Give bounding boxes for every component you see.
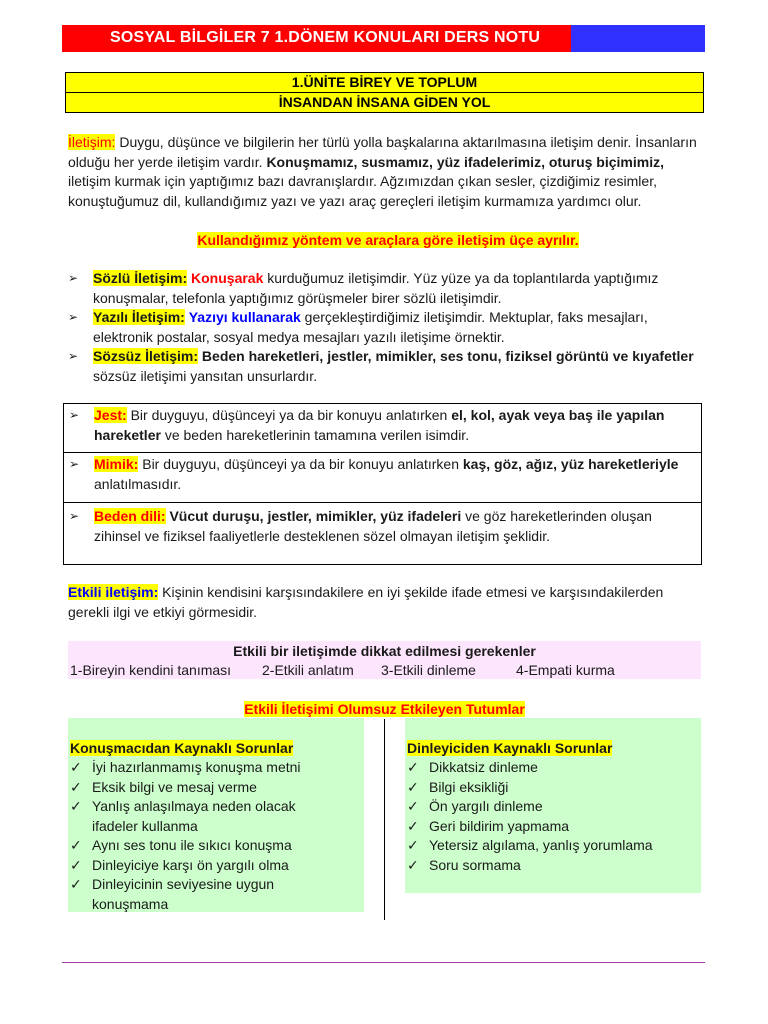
list-item bbox=[405, 856, 697, 876]
list-item bbox=[68, 836, 358, 856]
list-item-text: Dikkatsiz dinleme bbox=[429, 759, 538, 775]
speaker-problems-box bbox=[68, 718, 364, 912]
type-term: Sözsüz İletişim: bbox=[93, 348, 199, 364]
column-divider bbox=[384, 719, 385, 920]
attention-box bbox=[68, 641, 701, 679]
list-item-text: Bilgi eksikliği bbox=[429, 778, 509, 795]
list-item-text: Ön yargılı dinleme bbox=[429, 798, 543, 814]
type-term: Yazılı İletişim: bbox=[93, 309, 185, 325]
divider bbox=[64, 502, 701, 503]
speaker-heading: Konuşmacıdan Kaynaklı Sorunlar bbox=[70, 740, 294, 756]
list-item bbox=[405, 758, 697, 778]
def-text: ve beden hareketlerinin tamamına verilen isimdir. bbox=[160, 426, 470, 443]
divider bbox=[64, 452, 701, 453]
arrow-bullet-icon: ➢ bbox=[68, 349, 79, 363]
check-icon: ✓ bbox=[70, 798, 82, 814]
intro-highlight-line bbox=[68, 231, 708, 251]
listener-heading-wrap bbox=[407, 739, 612, 758]
list-item-text: Geri bildirim yapmama bbox=[429, 817, 570, 834]
arrow-bullet-icon: ➢ bbox=[68, 310, 79, 324]
list-item-text: Dinleyicinin seviyesine uygun konuşmama bbox=[92, 876, 275, 912]
intro-text-2: iletişim kurmak için yaptığımız bazı davranışlardır. Ağzımızdan çıkan sesler, çizdiğimiz resimler, konuştuğumuz dil, kullandığımız yazı ve yazı araç gereçleri iletişim kurmamıza yardımcı olur. bbox=[68, 173, 657, 209]
check-icon: ✓ bbox=[70, 759, 82, 775]
list-item-text: Yetersiz algılama, yanlış yorumlama bbox=[429, 837, 653, 853]
definitions-box bbox=[63, 403, 702, 565]
check-icon: ✓ bbox=[407, 817, 419, 834]
list-item-text: Soru sormama bbox=[429, 856, 521, 873]
list-item-text: Dinleyiciye karşı ön yargılı olma bbox=[92, 856, 289, 873]
check-icon: ✓ bbox=[70, 876, 82, 892]
arrow-bullet-icon: ➢ bbox=[69, 408, 80, 422]
intro-text-1: Duygu, düşünce ve bilgilerin her türlü yolla başkalarına aktarılmasına iletişim denir. İnsanların olduğu her yerde iletişim vardır. bbox=[68, 134, 697, 170]
list-item-text: İyi hazırlanmamış konuşma metni bbox=[92, 759, 301, 775]
def-term: Jest: bbox=[94, 407, 127, 423]
check-icon: ✓ bbox=[407, 856, 419, 873]
def-term: Mimik: bbox=[94, 456, 139, 472]
intro-term: İletişim: bbox=[68, 134, 116, 150]
listener-problems-box bbox=[405, 718, 701, 893]
attention-item: 1-Bireyin kendini tanıması bbox=[70, 662, 232, 678]
type-text: gerçekleştirdiğimiz iletişimdir. Mektuplar, faks mesajları, elektronik postalar, sosyal medya mesajları yazılı iletişime örnektir. bbox=[93, 309, 648, 345]
list-item bbox=[68, 758, 358, 778]
attention-heading: Etkili bir iletişimde dikkat edilmesi gerekenler bbox=[233, 643, 536, 659]
check-icon: ✓ bbox=[407, 759, 419, 775]
def-text: ve göz hareketlerinden oluşan zihinsel ve fiziksel faaliyetlerle desteklenen sözel olmayan iletişim şeklidir. bbox=[94, 508, 652, 544]
arrow-bullet-icon: ➢ bbox=[69, 457, 80, 471]
arrow-bullet-icon: ➢ bbox=[69, 509, 80, 523]
def-text: anlatılmasıdır. bbox=[94, 475, 182, 492]
list-item bbox=[68, 856, 358, 876]
def-bold: el, kol, ayak veya baş ile yapılan hareketler bbox=[94, 407, 665, 443]
check-icon: ✓ bbox=[407, 778, 419, 795]
unit-subtitle: İNSANDAN İNSANA GİDEN YOL bbox=[66, 92, 703, 112]
def-item-body-language bbox=[69, 507, 689, 546]
attention-item: 2-Etkili anlatım bbox=[262, 662, 354, 678]
page-title: SOSYAL BİLGİLER 7 1.DÖNEM KONULARI DERS NOTU bbox=[110, 29, 541, 46]
check-icon: ✓ bbox=[70, 837, 82, 853]
check-icon: ✓ bbox=[407, 837, 419, 853]
def-item-mimic bbox=[69, 455, 689, 494]
title-bar-accent bbox=[571, 25, 705, 52]
arrow-bullet-icon: ➢ bbox=[68, 271, 79, 285]
list-item-text: Yanlış anlaşılmaya neden olacak ifadeler kullanma bbox=[92, 798, 296, 834]
check-icon: ✓ bbox=[70, 856, 82, 873]
negative-heading: Etkili İletişimi Olumsuz Etkileyen Tutumlar bbox=[244, 701, 525, 717]
type-key: Konuşarak bbox=[191, 270, 264, 286]
type-bold: Beden hareketleri, jestler, mimikler, ses tonu, fiziksel görüntü ve kıyafetler bbox=[198, 348, 694, 364]
check-icon: ✓ bbox=[70, 778, 82, 795]
negative-heading-line bbox=[68, 700, 701, 719]
intro-highlight: Kullandığımız yöntem ve araçlara göre iletişim üçe ayrılır. bbox=[197, 232, 579, 248]
list-item-text: Aynı ses tonu ile sıkıcı konuşma bbox=[92, 837, 292, 853]
speaker-list bbox=[68, 758, 358, 914]
footer-divider bbox=[62, 962, 705, 963]
listener-list bbox=[405, 758, 697, 875]
type-item-nonverbal bbox=[68, 347, 700, 386]
type-key: Yazıyı kullanarak bbox=[188, 309, 301, 325]
intro-bold: Konuşmamız, susmamız, yüz ifadelerimiz, oturuş biçimimiz, bbox=[266, 153, 664, 170]
list-item bbox=[68, 875, 332, 914]
list-item bbox=[405, 797, 697, 817]
effective-term: Etkili iletişim: bbox=[68, 584, 159, 600]
list-item bbox=[68, 797, 322, 836]
def-term: Beden dili: bbox=[94, 508, 166, 524]
intro-paragraph bbox=[68, 133, 704, 211]
attention-item: 3-Etkili dinleme bbox=[381, 662, 476, 678]
type-text: sözsüz iletişimi yansıtan unsurlardır. bbox=[93, 367, 318, 384]
unit-title: 1.ÜNİTE BİREY VE TOPLUM bbox=[66, 73, 703, 92]
type-text: kurduğumuz iletişimdir. Yüz yüze ya da toplantılarda yaptığımız konuşmalar, telefonla yaptığımız görüşmeler birer sözlü iletişimdir. bbox=[93, 270, 659, 306]
title-bar bbox=[62, 25, 705, 52]
check-icon: ✓ bbox=[407, 798, 419, 814]
def-bold: Vücut duruşu, jestler, mimikler, yüz ifadeleri bbox=[169, 508, 462, 524]
list-item bbox=[405, 836, 697, 856]
def-item-gesture bbox=[69, 406, 689, 445]
speaker-heading-wrap bbox=[70, 739, 293, 758]
type-term: Sözlü İletişim: bbox=[93, 270, 188, 286]
listener-heading: Dinleyiciden Kaynaklı Sorunlar bbox=[407, 740, 613, 756]
list-item-text: Eksik bilgi ve mesaj verme bbox=[92, 778, 257, 795]
list-item bbox=[405, 778, 697, 798]
list-item bbox=[405, 817, 697, 837]
def-text: Bir duyguyu, düşünceyi ya da bir konuyu anlatırken bbox=[138, 456, 463, 472]
def-bold: kaş, göz, ağız, yüz hareketleriyle bbox=[462, 456, 679, 472]
effective-text: Kişinin kendisini karşısındakilere en iyi şekilde ifade etmesi ve karşısındakilerden gerekli ilgi ve etkiyi görmesidir. bbox=[68, 584, 664, 620]
type-item-spoken bbox=[68, 269, 700, 308]
type-item-written bbox=[68, 308, 700, 347]
effective-paragraph bbox=[68, 583, 688, 622]
attention-item: 4-Empati kurma bbox=[516, 662, 615, 678]
def-text: Bir duyguyu, düşünceyi ya da bir konuyu anlatırken bbox=[126, 407, 452, 423]
list-item bbox=[68, 778, 358, 798]
unit-header-box bbox=[65, 72, 704, 113]
